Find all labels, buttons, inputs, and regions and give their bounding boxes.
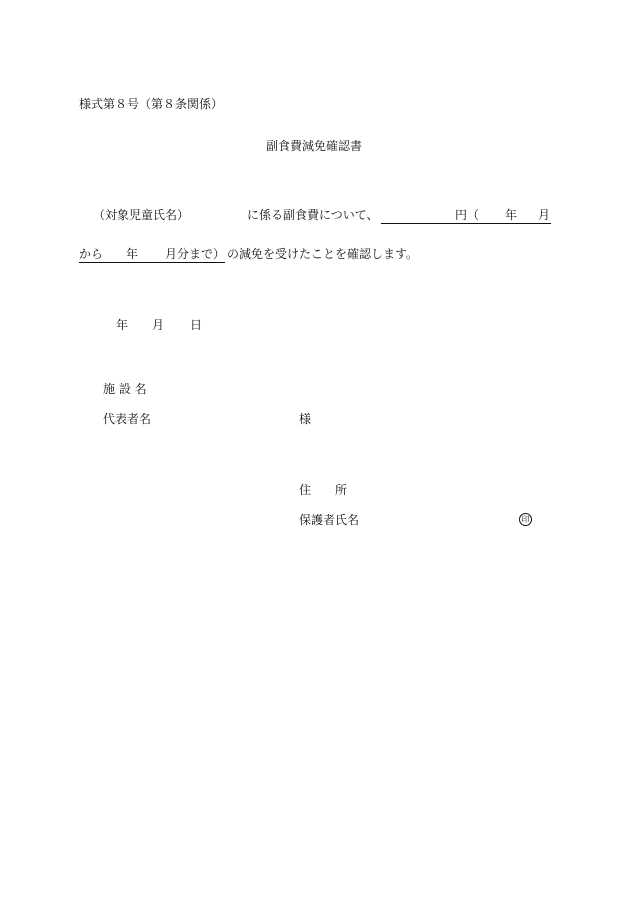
- exemption-confirmation-text: の減免を受けたことを確認します。: [227, 247, 419, 261]
- period-start-year-label: 年: [505, 208, 518, 222]
- address-label: 住 所: [299, 483, 348, 497]
- period-from-text: から: [79, 247, 104, 261]
- date-day-label: 日: [190, 318, 203, 332]
- period-start-month-label: 月: [538, 208, 551, 222]
- facility-name-label: 施 設 名: [103, 382, 147, 396]
- subsidy-connector-text: に係る副食費について、: [247, 208, 379, 222]
- period-end-year-label: 年: [126, 247, 139, 261]
- date-year-label: 年: [116, 318, 129, 332]
- date-month-label: 月: [152, 318, 165, 332]
- yen-label: 円（: [455, 208, 480, 222]
- amount-period-underline: [381, 223, 551, 224]
- form-number: 様式第８号（第８条関係）: [79, 97, 224, 111]
- guardian-name-label: 保護者氏名: [299, 513, 360, 527]
- honorific-sama: 様: [299, 412, 312, 426]
- document-title: 副食費減免確認書: [266, 139, 363, 153]
- seal-mark: 印: [519, 513, 532, 526]
- representative-name-label: 代表者名: [103, 412, 152, 426]
- period-end-month-until-text: 月分まで）: [165, 247, 226, 261]
- child-name-label: （対象児童氏名）: [93, 208, 190, 222]
- period-end-underline: [79, 262, 225, 263]
